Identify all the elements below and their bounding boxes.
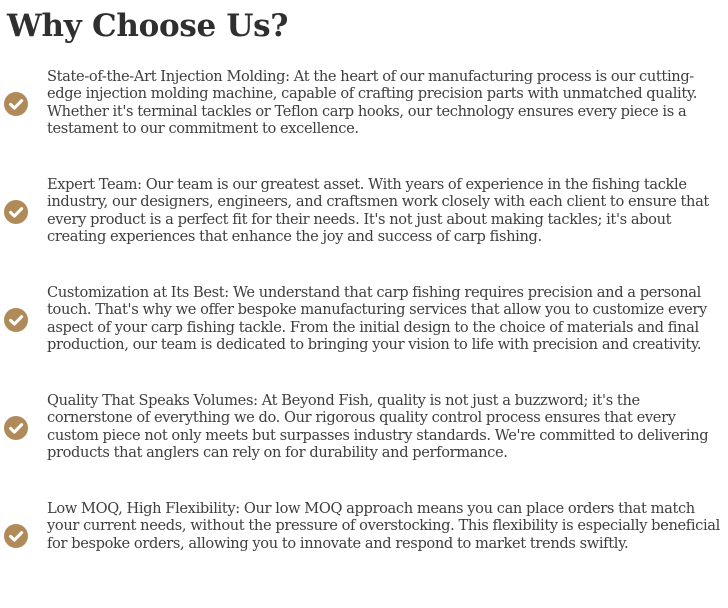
feature-item-low-moq xyxy=(0,500,728,608)
feature-text: Quality That Speaks Volumes: At Beyond Fish, quality is not just a buzzword; it's the cornerstone of everything we do. Our rigorous quality control process ensures that every custom piece not only meets but surpasses industry standards. We're committed to delivering products that anglers can rely on for durability and performance. xyxy=(47,392,709,462)
check-circle-icon xyxy=(4,200,28,224)
check-circle-icon xyxy=(4,92,28,116)
feature-item-injection-molding xyxy=(0,68,728,176)
feature-list xyxy=(0,68,728,608)
check-circle-icon xyxy=(4,524,28,548)
feature-text: Customization at Its Best: We understand that carp fishing requires precision and a personal touch. That's why we offer bespoke manufacturing services that allow you to customize every aspect of your carp fishing tackle. From the initial design to the choice of materials and final production, our team is dedicated to bringing your vision to life with precision and creativity. xyxy=(47,284,707,354)
feature-text: Low MOQ, High Flexibility: Our low MOQ approach means you can place orders that match your current needs, without the pressure of overstocking. This flexibility is especially beneficial for bespoke orders, allowing you to innovate and respond to market trends swiftly. xyxy=(47,500,720,552)
section-title: Why Choose Us? xyxy=(7,8,289,44)
check-circle-icon xyxy=(4,308,28,332)
feature-text: Expert Team: Our team is our greatest asset. With years of experience in the fishing tackle industry, our designers, engineers, and craftsmen work closely with each client to ensure that every product is a perfect fit for their needs. It's not just about making tackles; it's about creating experiences that enhance the joy and success of carp fishing. xyxy=(47,176,709,246)
check-circle-icon xyxy=(4,416,28,440)
feature-text: State-of-the-Art Injection Molding: At the heart of our manufacturing process is our cutting-edge injection molding machine, capable of crafting precision parts with unmatched quality. Whether it's terminal tackles or Teflon carp hooks, our technology ensures every piece is a testament to our commitment to excellence. xyxy=(47,68,698,138)
feature-item-expert-team xyxy=(0,176,728,284)
feature-item-customization xyxy=(0,284,728,392)
feature-item-quality xyxy=(0,392,728,500)
